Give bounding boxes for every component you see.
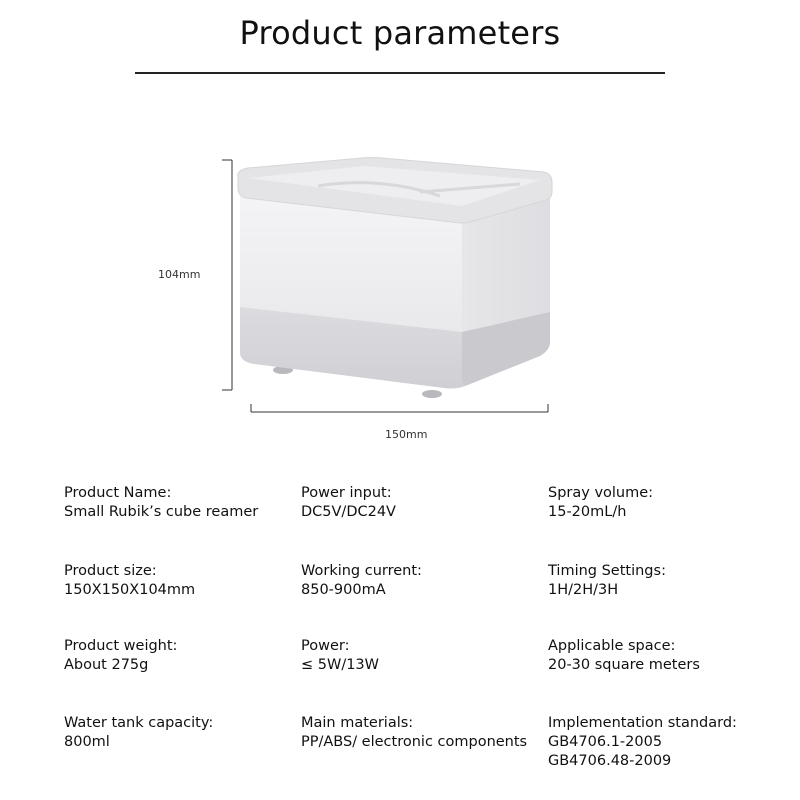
foot [422, 390, 442, 398]
param-working-current [301, 562, 422, 600]
param-label: Power input: [301, 485, 392, 501]
page-title: Product parameters [239, 14, 561, 52]
param-value: Small Rubik’s cube reamer [64, 504, 259, 520]
param-product-name [64, 484, 258, 522]
param-value: About 275g [64, 657, 149, 673]
param-value: 20-30 square meters [548, 657, 700, 673]
param-value: GB4706.48-2009 [548, 753, 672, 769]
param-label: Main materials: [301, 715, 414, 731]
param-product-weight [64, 637, 177, 675]
param-label: Spray volume: [548, 485, 654, 501]
param-label: Applicable space: [548, 638, 676, 654]
param-label: Water tank capacity: [64, 715, 214, 731]
height-dimension-line [222, 160, 232, 390]
param-power-input [301, 484, 396, 522]
param-label: Product size: [64, 563, 157, 579]
height-label: 104mm [158, 268, 201, 281]
param-implementation-standard [548, 714, 737, 771]
param-label: Power: [301, 638, 350, 654]
param-value: 800ml [64, 734, 110, 750]
param-label: Implementation standard: [548, 715, 737, 731]
param-value: 850-900mA [301, 582, 386, 598]
param-timing-settings [548, 562, 666, 600]
param-power [301, 637, 379, 675]
param-label: Product Name: [64, 485, 172, 501]
width-dimension-line [251, 404, 548, 412]
param-value: 15-20mL/h [548, 504, 627, 520]
width-label: 150mm [385, 428, 428, 441]
param-label: Product weight: [64, 638, 178, 654]
param-label: Working current: [301, 563, 422, 579]
param-value: DC5V/DC24V [301, 504, 396, 520]
param-value: GB4706.1-2005 [548, 734, 663, 750]
param-spray-volume [548, 484, 653, 522]
param-value: 150X150X104mm [64, 582, 196, 598]
param-label: Timing Settings: [548, 563, 666, 579]
param-value: 1H/2H/3H [548, 582, 619, 598]
param-water-tank-capacity [64, 714, 213, 752]
param-product-size [64, 562, 195, 600]
param-value: PP/ABS/ electronic components [301, 734, 528, 750]
param-applicable-space [548, 637, 700, 675]
param-value: ≤ 5W/13W [301, 657, 379, 673]
param-main-materials [301, 714, 527, 752]
